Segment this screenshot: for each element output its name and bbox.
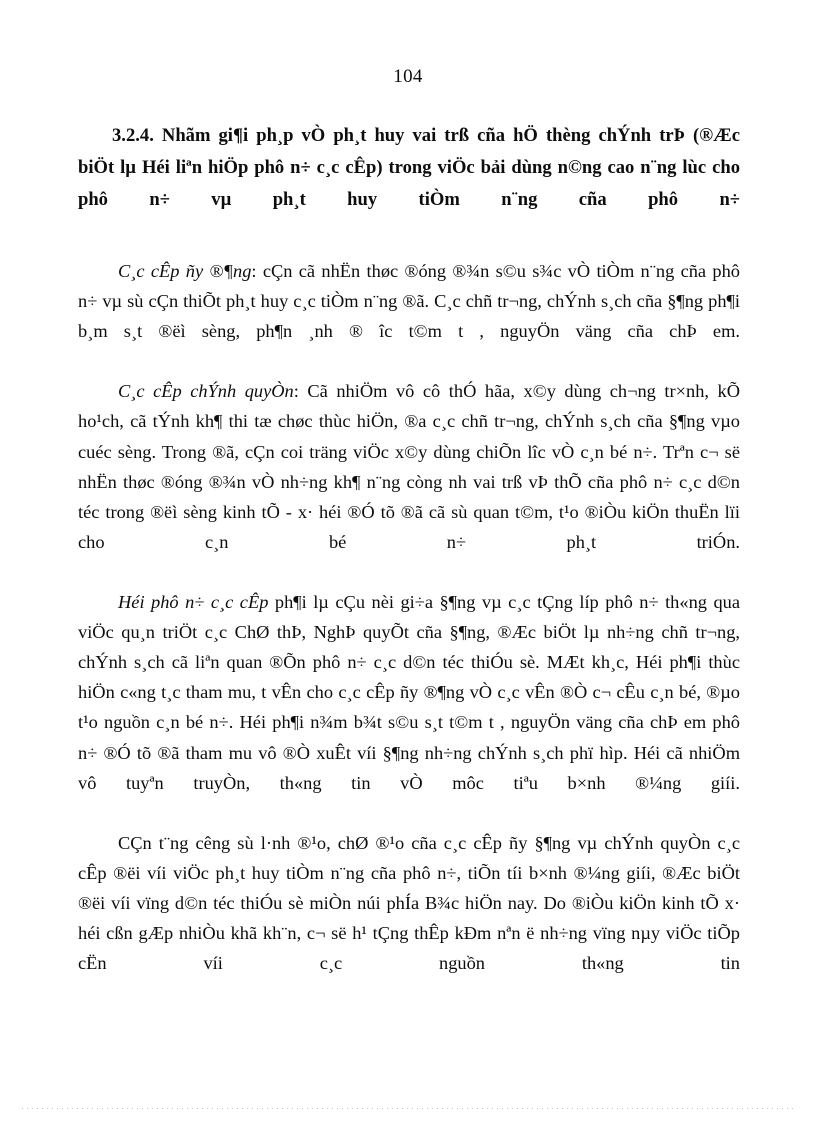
section-heading: 3.2.4. Nhãm gi¶i ph¸p vÒ ph¸t huy vai trß cña hÖ thèng chÝnh trÞ (®Æc biÖt lµ Héi liªn hiÖp phô n÷ c¸c cÊp) trong viÖc bải dùng n©ng cao n¨ng lùc cho phô n÷ vµ ph¸t huy tiÒm n¨ng cña phô n÷ — [78, 125, 740, 210]
scan-artifact-dotted-line — [22, 1108, 794, 1109]
page-content — [78, 120, 740, 1008]
paragraph-1 — [78, 256, 740, 376]
paragraph-3-text: ph¶i lµ cÇu nèi gi÷a §¶ng vµ c¸c tÇng líp phô n÷ th«ng qua viÖc qu¸n triÖt c¸c ChØ thÞ, NghÞ quyÕt cña §¶ng, ®Æc biÖt lµ nh÷ng chñ tr¬ng, chÝnh s¸ch cã liªn quan ®Õn phô n÷ c¸c d©n téc thiÓu sè. MÆt kh¸c, Héi ph¶i thùc hiÖn c«ng t¸c tham mu, t vÊn cho c¸c cÊp ñy ®¶ng vÒ c¸c vÊn ®Ò c¬ cÊu c¸n bé, ®µo t¹o nguồn c¸n bé n÷. Héi ph¶i n¾m b¾t s©u s¸t t©m t , nguyÖn väng cña chÞ em phô n÷ ®Ó tõ ®ã tham mu vô ®Ò xuÊt víi §¶ng nh÷ng chÝnh s¸ch phï hìp. Héi cã nhiÖm vô tuyªn truyÒn, th«ng tin vÒ môc tiªu b×nh ®¼ng giíi. — [78, 592, 740, 793]
paragraph-1-lead-italic: C¸c cÊp ñy ®¶ng — [118, 261, 252, 281]
paragraph-4 — [78, 828, 740, 1009]
paragraph-4-text: CÇn t¨ng cêng sù l·nh ®¹o, chØ ®¹o cña c¸c cÊp ñy §¶ng vµ chÝnh quyÒn c¸c cÊp ®ëi víi viÖc ph¸t huy tiÒm n¨ng cña phô n÷, tiÕn tíi b×nh ®¼ng giíi, ®Æc biÖt ®ëi víi vïng d©n téc thiÓu sè miÒn núi phÍa B¾c hiÖn nay. Do ®iÒu kiÖn kinh tÕ x· héi cßn gÆp nhiÒu khã kh¨n, c¬ së h¹ tÇng thÊp kÐm nªn ë nh÷ng vïng nµy viÖc tiÕp cËn víi c¸c nguồn th«ng tin — [78, 832, 740, 974]
paragraph-1-text: : cÇn cã nhËn thøc ®óng ®¾n s©u s¾c vÒ tiÒm n¨ng cña phô n÷ vµ sù cÇn thiÕt ph¸t huy c¸c tiÒm n¨ng ®ã. C¸c chñ tr¬ng, chÝnh s¸ch cña §¶ng ph¶i b¸m s¸t ®ëì sèng, ph¶n ¸nh ® îc t©m t , nguyÖn väng cña chÞ em. — [78, 261, 740, 342]
paragraph-3 — [78, 587, 740, 828]
paragraph-3-lead-italic: Héi phô n÷ c¸c cÊp — [118, 592, 269, 613]
paragraph-2-lead-italic: C¸c cÊp chÝnh quyÒn — [118, 381, 294, 402]
paragraph-2 — [78, 376, 740, 587]
page-number: 104 — [393, 66, 423, 87]
paragraph-2-text: : Cã nhiÖm vô cô thÓ hãa, x©y dùng ch¬ng tr×nh, kÕ ho¹ch, cã tÝnh kh¶ thi tæ chøc thùc hiÖn, ®a c¸c chñ tr¬ng, chÝnh s¸ch cña §¶ng vµo cuéc sèng. Trong ®ã, cÇn coi träng viÖc x©y dùng chiÕn lîc vÒ c¸n bé n÷. Trªn c¬ së nhËn thøc ®óng ®¾n vÒ nh÷ng kh¶ n¨ng còng nh vai trß vÞ thÕ cña phô n÷ c¸c d©n téc trong ®ëì sèng kinh tÕ - x· héi ®Ó tõ ®ã cã sù quan t©m, t¹o ®iÒu kiÖn thuËn lïi cho c¸n bé n÷ ph¸t triÓn. — [78, 381, 740, 552]
